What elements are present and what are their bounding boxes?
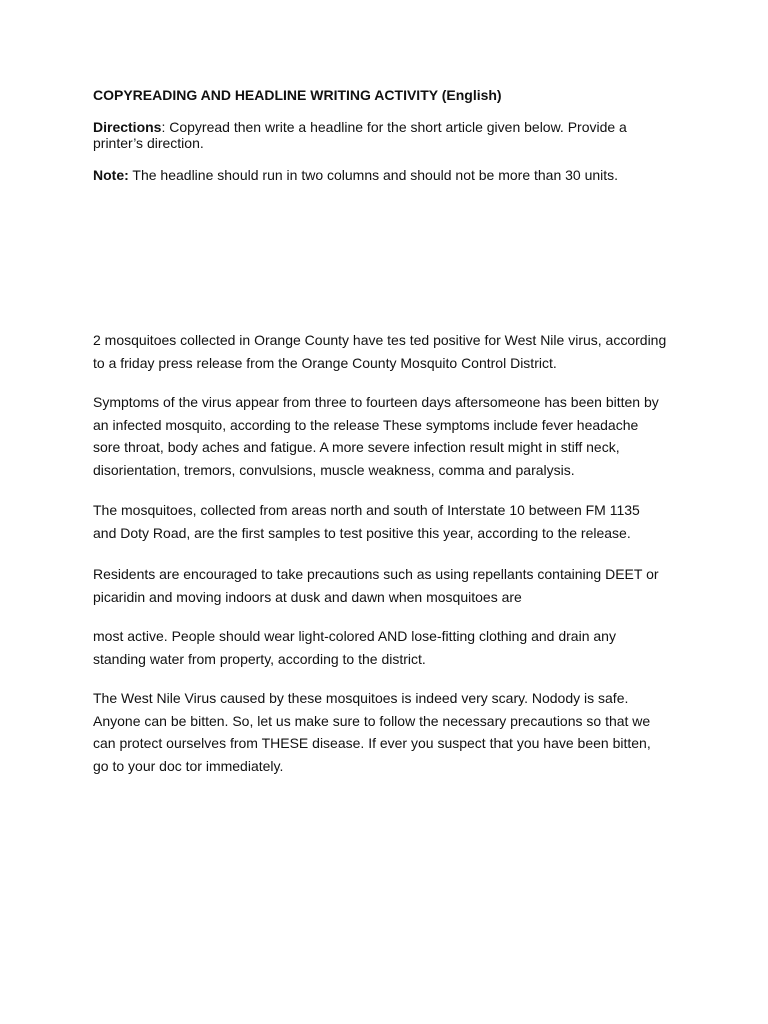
paragraph-line: most active. People should wear light-colored AND lose-fitting clothing and drain any bbox=[93, 628, 616, 644]
paragraph-line: The West Nile Virus caused by these mosquitoes is indeed very scary. Nodody is safe. bbox=[93, 690, 629, 706]
article-paragraph-1 bbox=[93, 329, 683, 374]
directions-text: : Copyread then write a headline for the short article given below. Provide a printer’s direction. bbox=[93, 119, 627, 151]
paragraph-line: can protect ourselves from THESE disease. If ever you suspect that you have been bitten, bbox=[93, 735, 651, 752]
paragraph-line: disorientation, tremors, convulsions, muscle weakness, comma and paralysis. bbox=[93, 462, 575, 479]
paragraph-line: The mosquitoes, collected from areas north and south of Interstate 10 between FM 1135 bbox=[93, 502, 640, 518]
article-paragraph-2 bbox=[93, 391, 683, 482]
paragraph-line: Residents are encouraged to take precautions such as using repellants containing DEET or bbox=[93, 566, 659, 582]
directions bbox=[93, 119, 668, 151]
article-paragraph-6 bbox=[93, 687, 683, 778]
paragraph-line: go to your doc tor immediately. bbox=[93, 758, 284, 775]
paragraph-line: standing water from property, according to the district. bbox=[93, 650, 426, 667]
activity-title: COPYREADING AND HEADLINE WRITING ACTIVITY (English) bbox=[93, 87, 502, 103]
directions-label: Directions bbox=[93, 119, 162, 135]
paragraph-line: 2 mosquitoes collected in Orange County have tes ted positive for West Nile virus, according bbox=[93, 332, 667, 348]
article-paragraph-4 bbox=[93, 563, 683, 608]
paragraph-line: an infected mosquito, according to the release These symptoms include fever headache bbox=[93, 416, 639, 433]
paragraph-line: and Doty Road, are the first samples to test positive this year, according to the release. bbox=[93, 524, 631, 541]
paragraph-line: Anyone can be bitten. So, let us make sure to follow the necessary precautions so that we bbox=[93, 712, 651, 729]
note-label: Note: bbox=[93, 167, 129, 183]
article-paragraph-5 bbox=[93, 625, 683, 670]
paragraph-line: picaridin and moving indoors at dusk and dawn when mosquitoes are bbox=[93, 588, 522, 605]
note bbox=[93, 167, 668, 183]
note-text: The headline should run in two columns and should not be more than 30 units. bbox=[128, 167, 619, 183]
paragraph-line: to a friday press release from the Orange County Mosquito Control District. bbox=[93, 354, 557, 371]
paragraph-line: sore throat, body aches and fatigue. A more severe infection result might in stiff neck, bbox=[93, 439, 620, 456]
article-paragraph-3 bbox=[93, 499, 683, 544]
paragraph-line: Symptoms of the virus appear from three to fourteen days aftersomeone has been bitten by bbox=[93, 394, 659, 410]
